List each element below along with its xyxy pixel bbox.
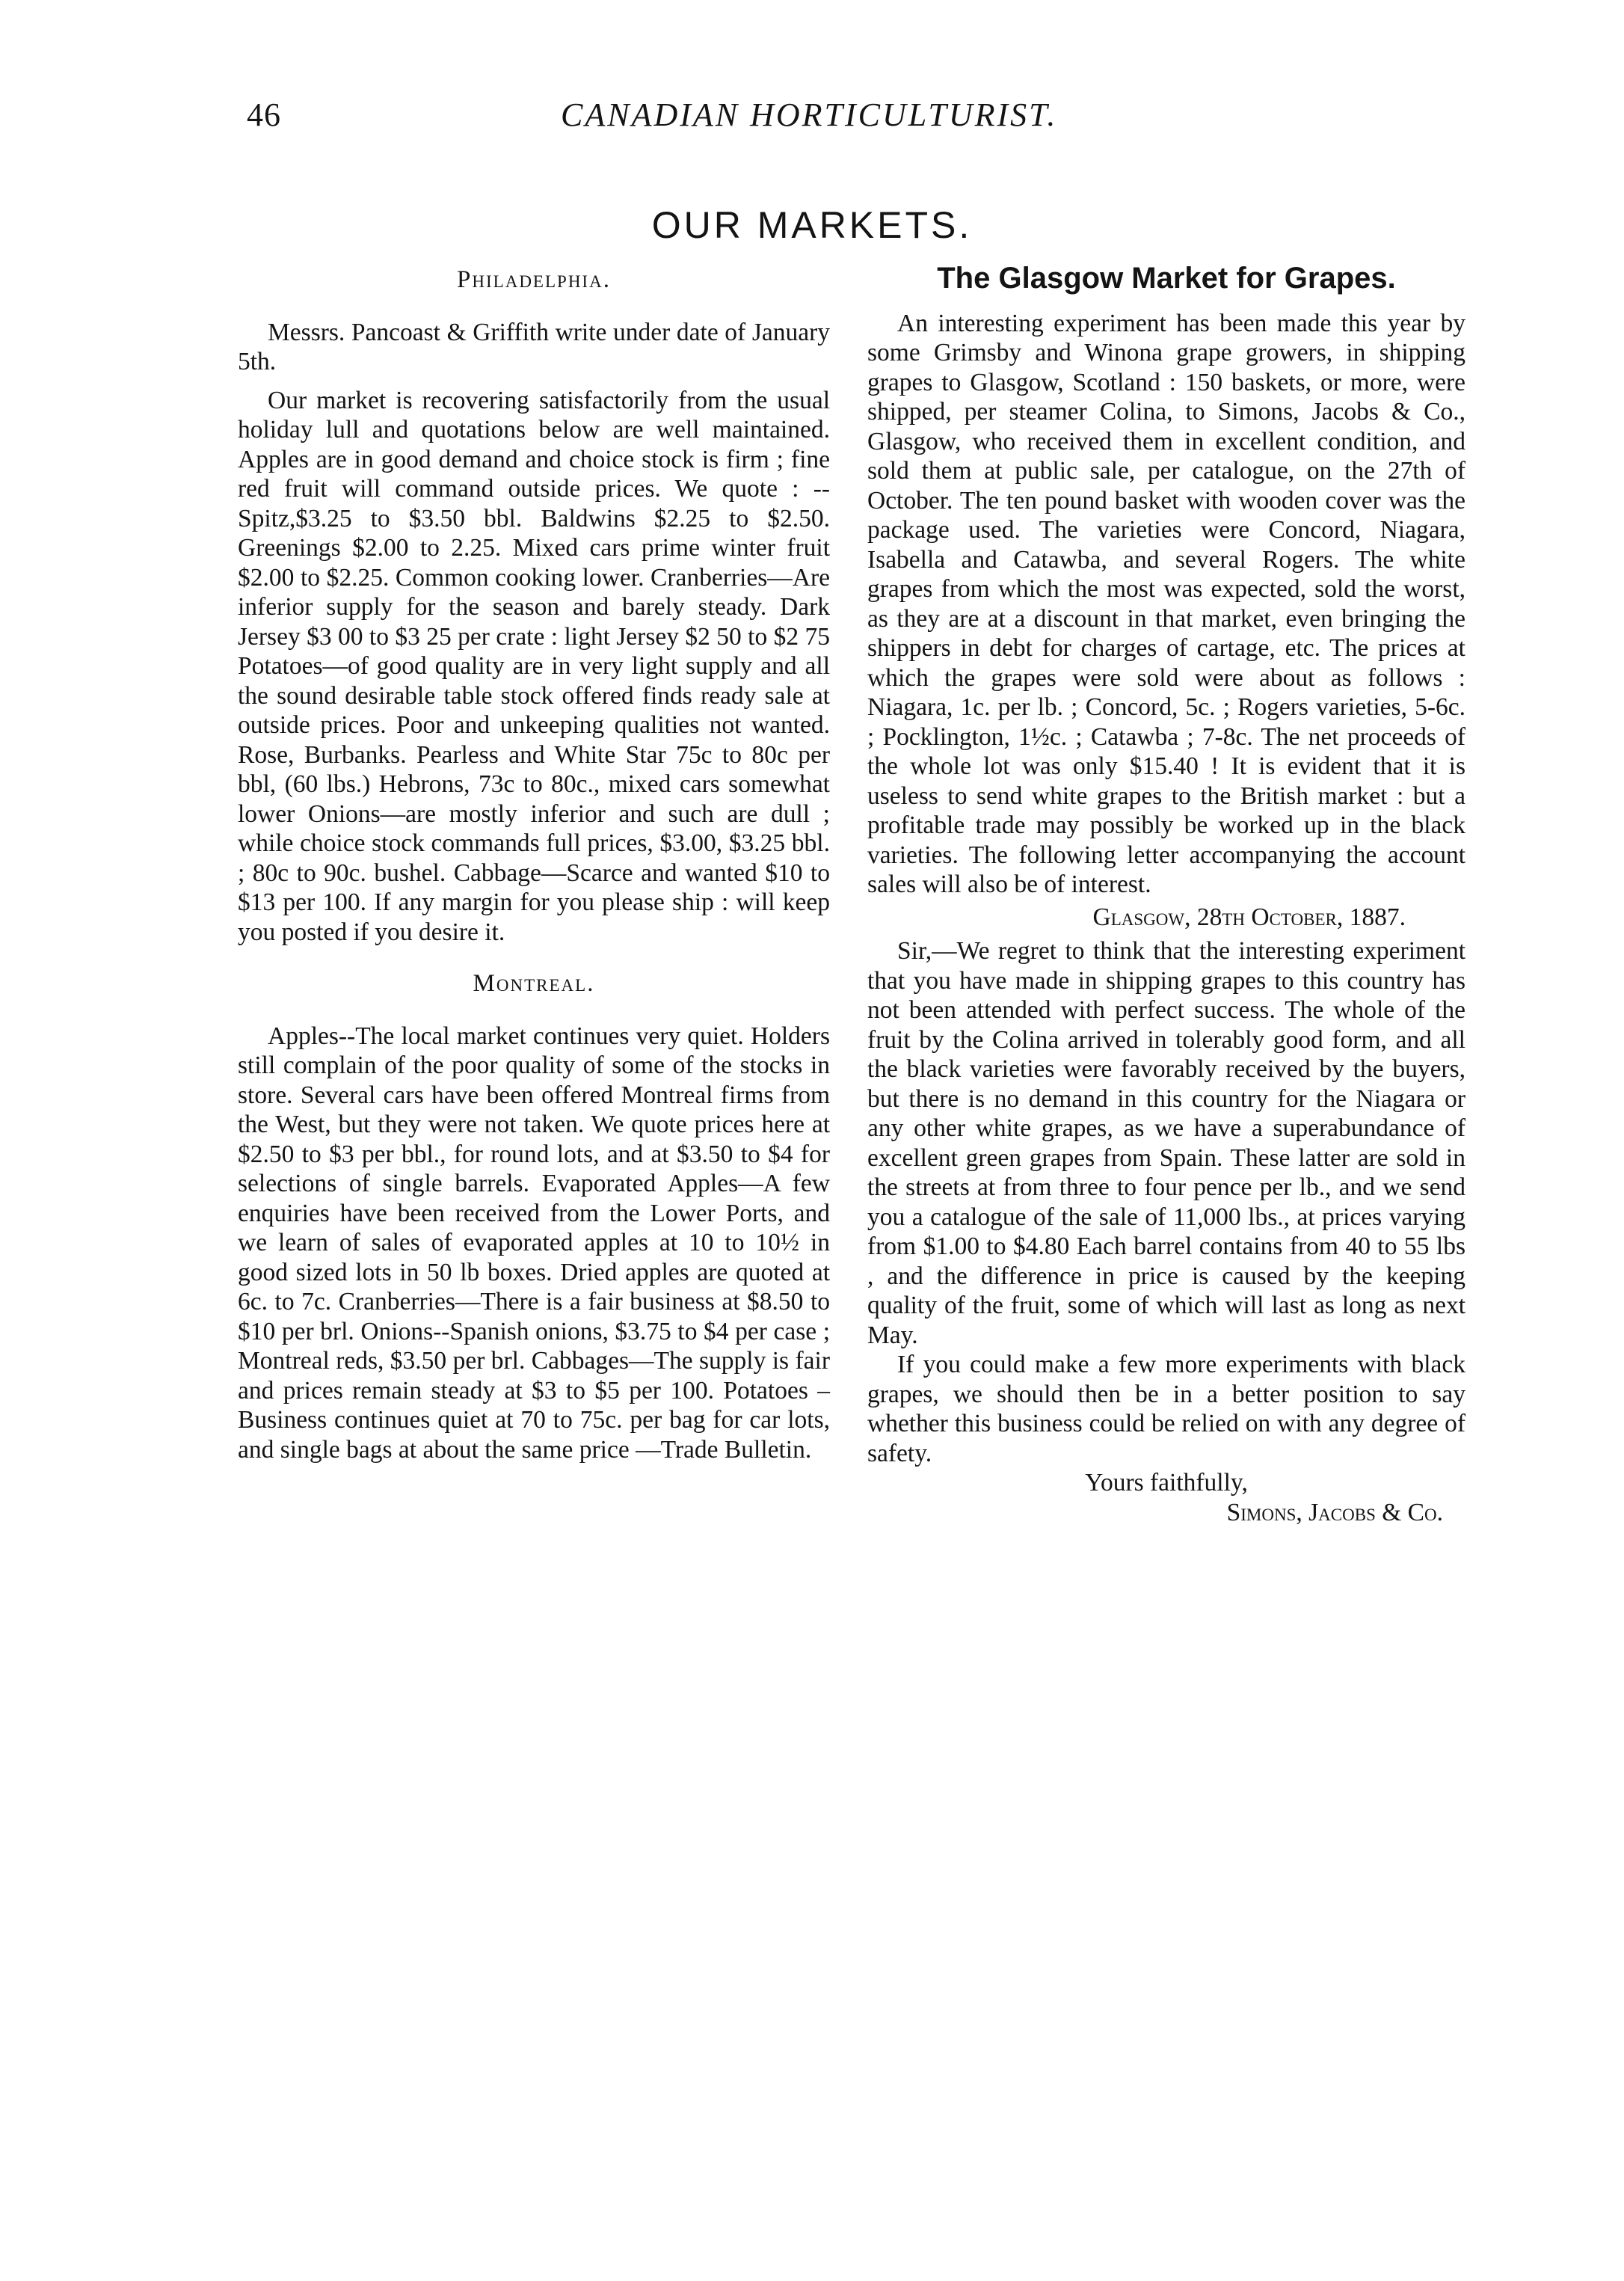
page-number: 46 [247,96,281,133]
left-column [238,265,830,1464]
letter-paragraph-1: Sir,—We regret to think that the interesting experiment that you have made in shipping grapes to this country has not been attended with perfect success. The whole of the fruit by the Colina arrived in tolerably good form, and all the black varieties were favorably received by the buyers, but there is no demand in this country for the Niagara or any other white grapes, as we have a superabundance of excellent green grapes from Spain. These latter are sold in the streets at from three to four pence per lb., and we send you a catalogue of the sale of 11,000 lbs., at prices varying from $1.00 to $4.80 Each barrel contains from 40 to 55 lbs , and the difference in price is caused by the keeping quality of the fruit, some of which will last as long as next May. [867,937,1465,1349]
letter-closing: Yours faithfully, [1085,1469,1248,1496]
philadelphia-report: Our market is recovering satisfactorily from the usual holiday lull and quotations below are well maintained. Apples are in good demand and choice stock is firm ; fine red fruit will command outside prices. We quote : --Spitz,$3.25 to $3.50 bbl. Baldwins $2.25 to $2.50. Greenings $2.00 to 2.25. Mixed cars prime winter fruit $2.00 to $2.25. Common cooking lower. Cranberries—Are inferior supply for the season and barely steady. Dark Jersey $3 00 to $3 25 per crate : light Jersey $2 50 to $2 75 Potatoes—of good quality are in very light supply and all the sound desirable table stock offered finds ready sale at outside prices. Poor and unkeeping qualities not wanted. Rose, Burbanks. Pearless and White Star 75c to 80c per bbl, (60 lbs.) Hebrons, 73c to 80c., mixed cars somewhat lower Onions—are mostly inferior and such are dull ; while choice stock commands full prices, $3.00, $3.25 bbl. ; 80c to 90c. bushel. Cabbage—Scarce and wanted $10 to $13 per 100. If any margin for you please ship : will keep you posted if you desire it. [238,386,830,946]
journal-title: CANADIAN HORTICULTURIST. [561,96,1058,133]
philadelphia-heading: Philadelphia. [457,266,611,293]
philadelphia-intro: Messrs. Pancoast & Griffith write under date of January 5th. [238,318,830,375]
letter-paragraph-2: If you could make a few more experiments with black grapes, we should then be in a better position to say whether this business could be relied on with any degree of safety. [867,1351,1465,1467]
glasgow-heading: The Glasgow Market for Grapes. [937,262,1396,295]
montreal-heading: Montreal. [473,970,595,997]
letter-dateline: Glasgow, 28th October, 1887. [1092,903,1406,931]
montreal-report: Apples--The local market continues very quiet. Holders still complain of the poor quality of some of the stocks in store. Several cars have been offered Montreal firms from the West, but they were not taken. We quote prices here at $2.50 to $3 per bbl., for round lots, and at $3.50 to $4 for selections of single barrels. Evaporated Apples—A few enquiries have been received from the Lower Ports, and we learn of sales of evaporated apples at 10 to 10½ in good sized lots in 50 lb boxes. Dried apples are quoted at 6c. to 7c. Cranberries—There is a fair business at $8.50 to $10 per brl. Onions--Spanish onions, $3.75 to $4 per case ; Montreal reds, $3.50 per brl. Cabbages—The supply is fair and prices remain steady at $3 to $5 per 100. Potatoes – Business continues quiet at 70 to 75c. per bag for car lots, and single bags at about the same price —Trade Bulletin. [238,1022,830,1464]
right-column [867,262,1465,1527]
letter-signature: Simons, Jacobs & Co. [1226,1498,1443,1526]
glasgow-intro: An interesting experiment has been made this year by some Grimsby and Winona grape growers, in shipping grapes to Glasgow, Scotland : 150 baskets, or more, were shipped, per steamer Colina, to Simons, Jacobs & Co., Glasgow, who received them in excellent condition, and sold them at public sale, per catalogue, on the 27th of October. The ten pound basket with wooden cover was the package used. The varieties were Concord, Niagara, Isabella and Catawba, and several Rogers. The white grapes from which the most was expected, sold the worst, as they are at a discount in that market, even bringing the shippers in debt for charges of cartage, etc. The prices at which the grapes were sold were about as follows : Niagara, 1c. per lb. ; Concord, 5c. ; Rogers varieties, 5-6c. ; Pocklington, 1½c. ; Catawba ; 7-8c. The net proceeds of the whole lot was only $15.40 ! It is evident that it is useless to send white grapes to the British market : but a profitable trade may possibly be worked up in the black varieties. The following letter accompanying the account sales will also be of interest. [867,309,1465,898]
section-title: OUR MARKETS. [651,204,973,246]
